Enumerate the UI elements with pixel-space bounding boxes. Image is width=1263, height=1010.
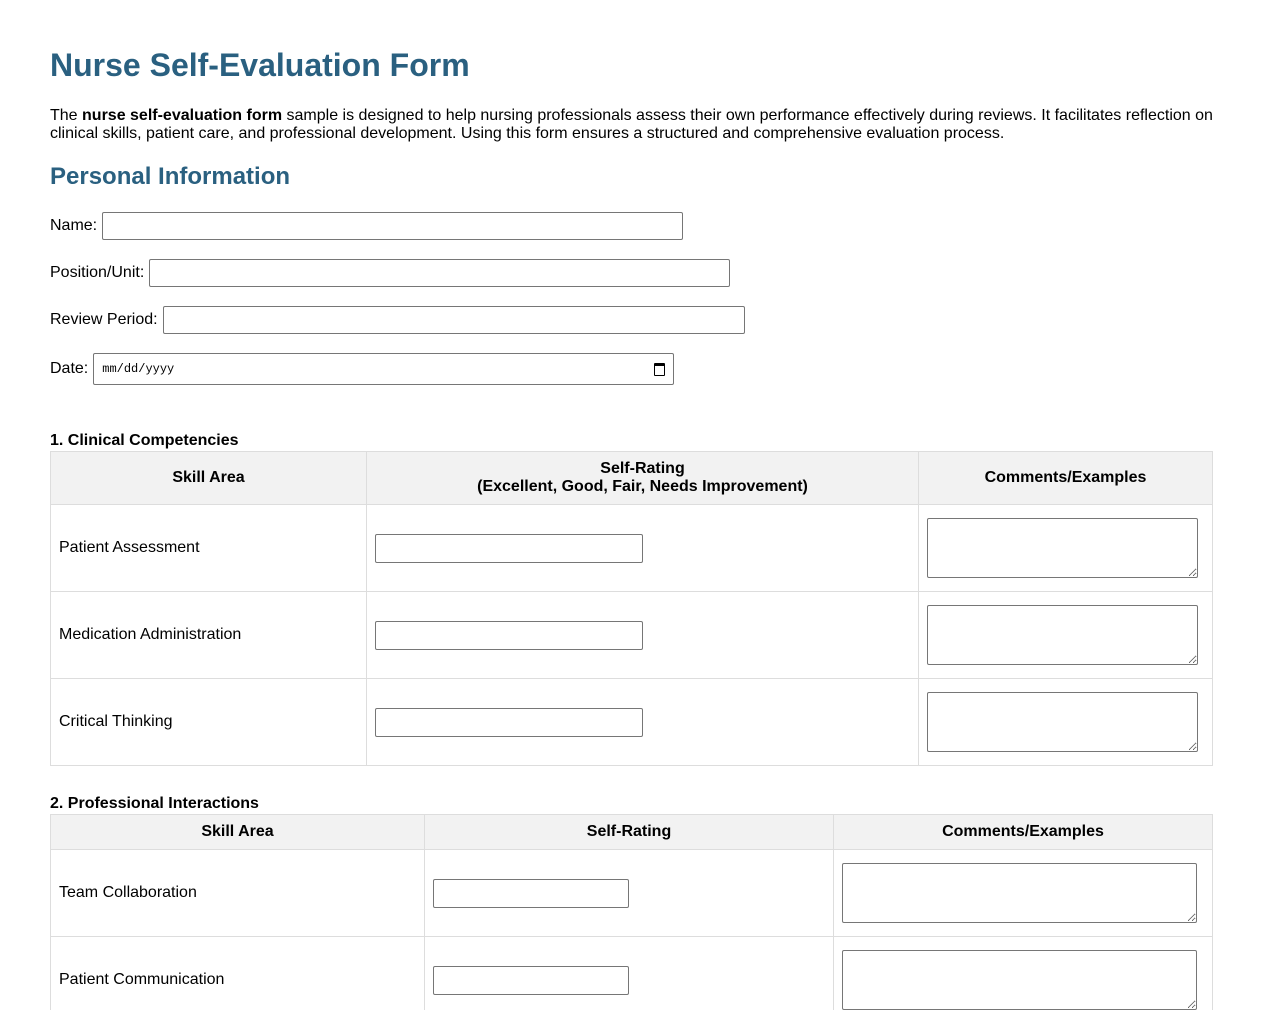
col-self-rating-sub: (Excellent, Good, Fair, Needs Improvement) bbox=[477, 478, 808, 495]
position-input[interactable] bbox=[149, 259, 730, 287]
skill-name: Medication Administration bbox=[51, 592, 367, 679]
page-title: Nurse Self-Evaluation Form bbox=[50, 47, 470, 83]
review-period-input[interactable] bbox=[163, 306, 745, 334]
personal-info-heading: Personal Information bbox=[50, 163, 291, 190]
intro-after: sample is designed to help nursing professionals assess their own performance effectively during reviews. It facilitates reflection on clinical skills, patient care, and professional development. Using this form ensures a structured and comprehensive evaluation process. bbox=[50, 107, 1213, 142]
comments-textarea[interactable] bbox=[927, 692, 1198, 752]
table-row bbox=[51, 937, 1213, 1010]
name-label: Name: bbox=[50, 217, 98, 234]
comments-textarea[interactable] bbox=[842, 863, 1197, 923]
review-period-label: Review Period: bbox=[50, 311, 158, 328]
table-header bbox=[51, 815, 1213, 850]
date-placeholder: mm/dd/yyyy bbox=[102, 362, 175, 376]
skill-name: Patient Communication bbox=[51, 937, 425, 1010]
section1-heading: 1. Clinical Competencies bbox=[50, 432, 239, 449]
skill-name: Patient Assessment bbox=[51, 505, 367, 592]
col-self-rating-title: Self-Rating bbox=[600, 460, 685, 477]
comments-textarea[interactable] bbox=[927, 518, 1198, 578]
col-self-rating: Self-Rating bbox=[425, 815, 834, 850]
rating-input[interactable] bbox=[375, 534, 643, 563]
position-group bbox=[50, 259, 730, 287]
intro-text bbox=[50, 107, 1220, 143]
name-group bbox=[50, 212, 683, 240]
comments-textarea[interactable] bbox=[842, 950, 1197, 1010]
table-row bbox=[51, 505, 1213, 592]
col-self-rating bbox=[367, 452, 919, 505]
col-skill-area: Skill Area bbox=[51, 815, 425, 850]
table-row bbox=[51, 679, 1213, 766]
name-input[interactable] bbox=[102, 212, 683, 240]
col-comments: Comments/Examples bbox=[834, 815, 1213, 850]
col-skill-area: Skill Area bbox=[51, 452, 367, 505]
section2-heading: 2. Professional Interactions bbox=[50, 795, 259, 812]
rating-input[interactable] bbox=[375, 621, 643, 650]
review-period-group bbox=[50, 306, 745, 334]
table-header bbox=[51, 452, 1213, 505]
date-input[interactable] bbox=[93, 353, 674, 385]
position-label: Position/Unit: bbox=[50, 264, 145, 281]
rating-input[interactable] bbox=[375, 708, 643, 737]
table-row bbox=[51, 850, 1213, 937]
professional-interactions-table bbox=[50, 814, 1213, 1010]
rating-input[interactable] bbox=[433, 966, 629, 995]
calendar-icon[interactable] bbox=[654, 363, 665, 376]
comments-textarea[interactable] bbox=[927, 605, 1198, 665]
clinical-competencies-table bbox=[50, 451, 1213, 766]
date-group bbox=[50, 353, 674, 385]
intro-before: The bbox=[50, 107, 83, 124]
col-comments: Comments/Examples bbox=[919, 452, 1213, 505]
rating-input[interactable] bbox=[433, 879, 629, 908]
table-row bbox=[51, 592, 1213, 679]
date-label: Date: bbox=[50, 360, 89, 377]
skill-name: Team Collaboration bbox=[51, 850, 425, 937]
intro-bold: nurse self-evaluation form bbox=[82, 107, 283, 124]
skill-name: Critical Thinking bbox=[51, 679, 367, 766]
